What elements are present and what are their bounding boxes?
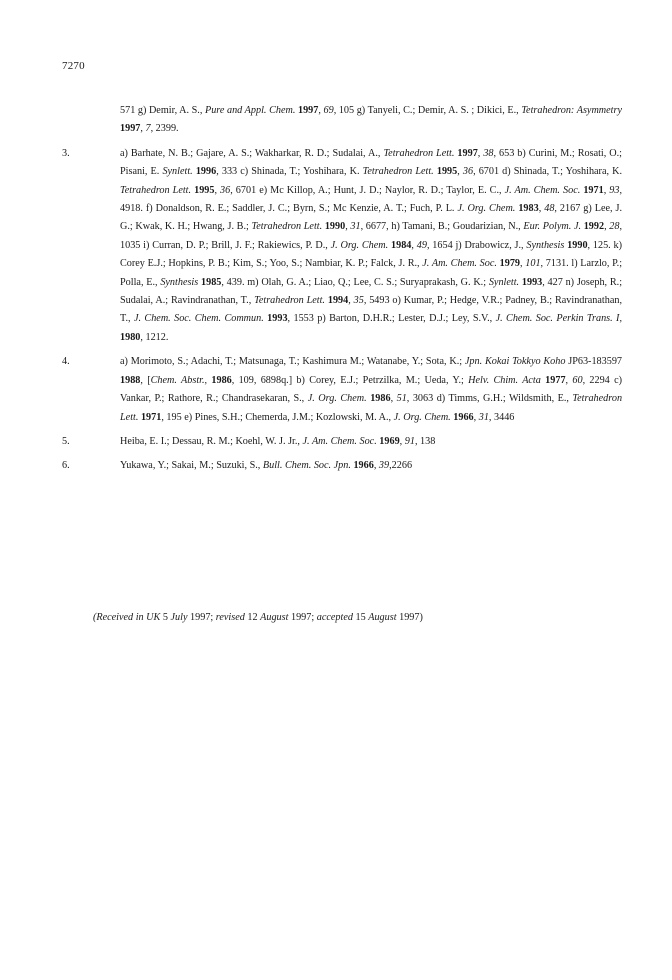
citation-text: , 1212.	[140, 331, 169, 343]
citation-year: 1997	[297, 105, 319, 116]
citation-text: a) Barhate, N. B.; Gajare, A. S.; Wakharkar, R. D.; Sudalai, A.,	[120, 147, 384, 159]
reference-item	[62, 433, 622, 451]
citation-text: ,	[477, 147, 484, 159]
citation-italic-text: 39	[378, 460, 390, 472]
citation-italic-text: Bull. Chem. Soc. Jpn.	[262, 460, 351, 472]
citation-text: , 4918. f) Donaldson, R. E.; Saddler, J. C.; Byrn, S.; Mc Kenzie, A. T.; Fuch, P. L.	[120, 184, 622, 215]
citation-text: , 2167 g) Lee, J. G.; Kwak, K. H.; Hwang, J. B.;	[120, 203, 623, 233]
citation-italic-text: 7	[145, 123, 151, 135]
citation-text: , 5493 o) Kumar, P.; Hedge, V.R.; Padney, B.; Ravindranathan, T.,	[120, 295, 623, 325]
citation-year: 1977	[545, 374, 566, 386]
citation-italic-text: accepted	[316, 612, 353, 623]
citation-text: 15	[352, 612, 369, 623]
citation-italic-text: J. Org. Chem.	[307, 393, 367, 405]
citation-italic-text: Tetrahedron: Asymmetry	[521, 105, 622, 116]
citation-text: ,	[603, 184, 610, 196]
citation-text: , 439. m) Olah, G. A.; Liao, Q.; Lee, C. S.; Suryaprakash, G. K.;	[221, 276, 489, 288]
page-number: 7270	[62, 60, 85, 72]
citation-text: JP63-183597	[565, 356, 623, 368]
citation-year: 1988	[120, 374, 141, 386]
citation-text: Heiba, E. I.; Dessau, R. M.; Koehl, W. J. Jr.,	[120, 435, 303, 447]
reference-number: 6.	[62, 460, 70, 472]
citation-text: , 125. k) Corey E.J.; Hopkins, P. B.; Kim, S.; Yoo, S.; Nambiar, K. P.; Falck, J. R.,	[120, 239, 623, 270]
citation-year: 1980	[120, 331, 141, 343]
citation-text: ,	[538, 203, 545, 215]
citation-text: , 6677, h) Tamani, B.; Goudarizian, N.,	[360, 221, 524, 233]
citation-text: ,	[214, 184, 221, 196]
citation-italic-text: 36	[462, 166, 474, 178]
citation-text: ,	[473, 411, 479, 423]
citation-italic-text: 38	[483, 147, 494, 159]
citation-text: , 427 n) Joseph, R.; Sudalai, A.; Ravindranathan, T.,	[120, 276, 623, 307]
reference-list	[62, 102, 622, 482]
citation-text: , 3446	[488, 411, 515, 423]
citation-italic-text: Tetrahedron Lett.	[383, 147, 455, 159]
citation-italic-text: Tetrahedron Lett.	[362, 166, 434, 178]
citation-italic-text: Tetrahedron Lett.	[120, 184, 192, 196]
citation-italic-text: J. Chem. Soc. Perkin Trans. I,	[495, 313, 622, 325]
citation-italic-text: J. Am. Chem. Soc.	[504, 184, 581, 196]
citation-year: 1966	[353, 460, 374, 472]
citation-italic-text: Pure and Appl. Chem.	[204, 105, 296, 116]
citation-italic-text: J. Org. Chem.	[330, 239, 389, 251]
citation-text: ,	[390, 393, 397, 405]
citation-italic-text: (Received in UK	[93, 612, 161, 623]
citation-text: , 333 c) Shinada, T.; Yoshihara, K.	[216, 166, 363, 178]
citation-year: 1986	[211, 374, 232, 386]
citation-italic-text: Synlett.	[488, 276, 520, 288]
citation-year: 1983	[518, 203, 539, 215]
citation-italic-text: J. Chem. Soc. Chem. Commun.	[133, 313, 264, 325]
citation-italic-text: Synthesis	[160, 276, 199, 288]
citation-year: 1966	[453, 411, 474, 423]
citation-text: a) Morimoto, S.; Adachi, T.; Matsunaga, T.; Kashimura M.; Watanabe, Y.; Sota, K.;	[120, 356, 465, 368]
citation-text: , 2294 c) Vankar, P.; Rathore, R.; Chandrasekaran, S.,	[120, 374, 622, 405]
citation-text: ,	[565, 374, 573, 386]
citation-italic-text: J. Am. Chem. Soc.	[422, 258, 497, 270]
reference-number: 3.	[62, 147, 70, 159]
citation-text: , 195 e) Pines, S.H.; Chemerda, J.M.; Kozlowski, M. A.,	[161, 411, 394, 423]
citation-text: ,	[411, 239, 417, 251]
reference-item	[62, 457, 622, 475]
citation-italic-text: August	[368, 612, 397, 623]
citation-italic-text: Eur. Polym. J.	[523, 221, 582, 233]
citation-italic-text: Jpn. Kokai Tokkyo Koho	[464, 356, 566, 368]
citation-italic-text: 91	[404, 435, 415, 447]
citation-year: 1986	[370, 393, 391, 405]
citation-italic-text: 48	[544, 203, 555, 215]
citation-text: , 653 b) Curini, M.; Rosati, O.; Pisani, E.	[120, 147, 623, 178]
citation-text: ,	[457, 166, 463, 178]
citation-italic-text: Tetrahedron Lett.	[251, 221, 323, 233]
reference-item	[62, 102, 622, 139]
citation-italic-text: 31	[350, 221, 361, 233]
reference-text	[120, 145, 622, 347]
reference-text	[120, 353, 622, 427]
citation-italic-text: Chem. Abstr.,	[150, 374, 208, 386]
citation-year: 1985	[201, 276, 222, 288]
citation-year: 1979	[499, 258, 521, 270]
citation-text: 1997;	[187, 612, 216, 623]
citation-text: , 1654 j) Drabowicz, J.,	[426, 239, 527, 251]
citation-text: , 7131. l) Larzlo, P.; Polla, E.,	[120, 258, 623, 288]
citation-italic-text: Synthesis	[526, 239, 565, 251]
citation-italic-text: J. Org. Chem.	[393, 411, 451, 423]
citation-year: 1995	[194, 184, 215, 196]
citation-italic-text: 28	[609, 221, 620, 233]
citation-italic-text: 35	[353, 295, 364, 307]
citation-year: 1992	[583, 221, 605, 233]
citation-year: 1990	[567, 239, 588, 251]
reference-text	[120, 102, 622, 139]
citation-text: 571 g) Demir, A. S.,	[120, 105, 205, 116]
citation-text: ,2266	[389, 460, 413, 472]
citation-italic-text: 69	[323, 105, 334, 116]
citation-italic-text: Tetrahedron Lett.	[254, 295, 325, 307]
citation-text: , 2399.	[150, 123, 179, 135]
citation-year: 1969	[379, 435, 400, 447]
citation-italic-text: Helv. Chim. Acta	[468, 374, 541, 386]
citation-text: Yukawa, Y.; Sakai, M.; Suzuki, S.,	[120, 460, 263, 472]
citation-italic-text: 36	[220, 184, 231, 196]
citation-text: , 1553 p) Barton, D.H.R.; Lester, D.J.; Ley, S.V.,	[287, 313, 496, 325]
citation-year: 1997	[457, 147, 478, 159]
citation-italic-text: revised	[215, 612, 245, 623]
citation-text: 5	[160, 612, 171, 623]
reference-item	[62, 353, 622, 427]
citation-text: ,	[604, 221, 610, 233]
citation-text: ,	[348, 295, 354, 307]
citation-italic-text: 93	[609, 184, 620, 196]
citation-text: , 1035 i) Curran, D. P.; Brill, J. F.; Rakiewics, P. D.,	[120, 221, 623, 251]
reference-item	[62, 145, 622, 347]
citation-text: ,	[140, 123, 146, 135]
citation-text: ,	[318, 105, 324, 116]
citation-italic-text: 31	[478, 411, 489, 423]
citation-italic-text: J. Org. Chem.	[457, 203, 516, 215]
citation-year: 1993	[521, 276, 543, 288]
citation-text: ,	[345, 221, 351, 233]
citation-text: , 105 g) Tanyeli, C.; Demir, A. S. ; Dikici, E.,	[333, 105, 522, 116]
citation-year: 1994	[327, 295, 349, 307]
citation-italic-text: 101	[525, 258, 541, 270]
citation-year: 1984	[391, 239, 412, 251]
citation-italic-text: August	[260, 612, 289, 623]
citation-text: , [	[140, 374, 151, 386]
citation-year: 1993	[267, 313, 288, 325]
reference-number: 4.	[62, 356, 70, 368]
citation-italic-text: July	[170, 612, 188, 623]
citation-text: ,	[399, 435, 405, 447]
citation-italic-text: Tetrahedron Lett.	[120, 393, 623, 423]
reference-text	[120, 433, 622, 451]
citation-year: 1996	[195, 166, 217, 178]
citation-year: 1995	[436, 166, 458, 178]
citation-year: 1990	[324, 221, 346, 233]
citation-text: , 6701 d) Shinada, T.; Yoshihara, K.	[473, 166, 623, 178]
citation-year: 1997	[120, 123, 141, 135]
citation-text: 1997;	[288, 612, 317, 623]
received-note	[93, 611, 423, 625]
citation-text: , 109, 6898q.] b) Corey, E.J.; Petrzilka, M.; Ueda, Y.;	[231, 374, 469, 386]
citation-italic-text: 49	[416, 239, 427, 251]
citation-year: 1971	[140, 411, 162, 423]
reference-number: 5.	[62, 435, 70, 447]
reference-text	[120, 457, 622, 475]
citation-italic-text: 60	[572, 374, 583, 386]
citation-text: , 138	[414, 435, 436, 447]
citation-text: ,	[373, 460, 379, 472]
citation-italic-text: Synlett.	[162, 166, 193, 178]
citation-text: 1997)	[396, 612, 423, 623]
citation-year: 1971	[583, 184, 604, 196]
citation-italic-text: J. Am. Chem. Soc.	[302, 435, 377, 447]
citation-italic-text: 51	[396, 393, 407, 405]
citation-text: ,	[520, 258, 526, 270]
citation-text: 12	[244, 612, 261, 623]
citation-text: , 6701 e) Mc Killop, A.; Hunt, J. D.; Naylor, R. D.; Taylor, E. C.,	[230, 184, 505, 196]
citation-text: , 3063 d) Timms, G.H.; Wildsmith, E.,	[406, 393, 573, 405]
